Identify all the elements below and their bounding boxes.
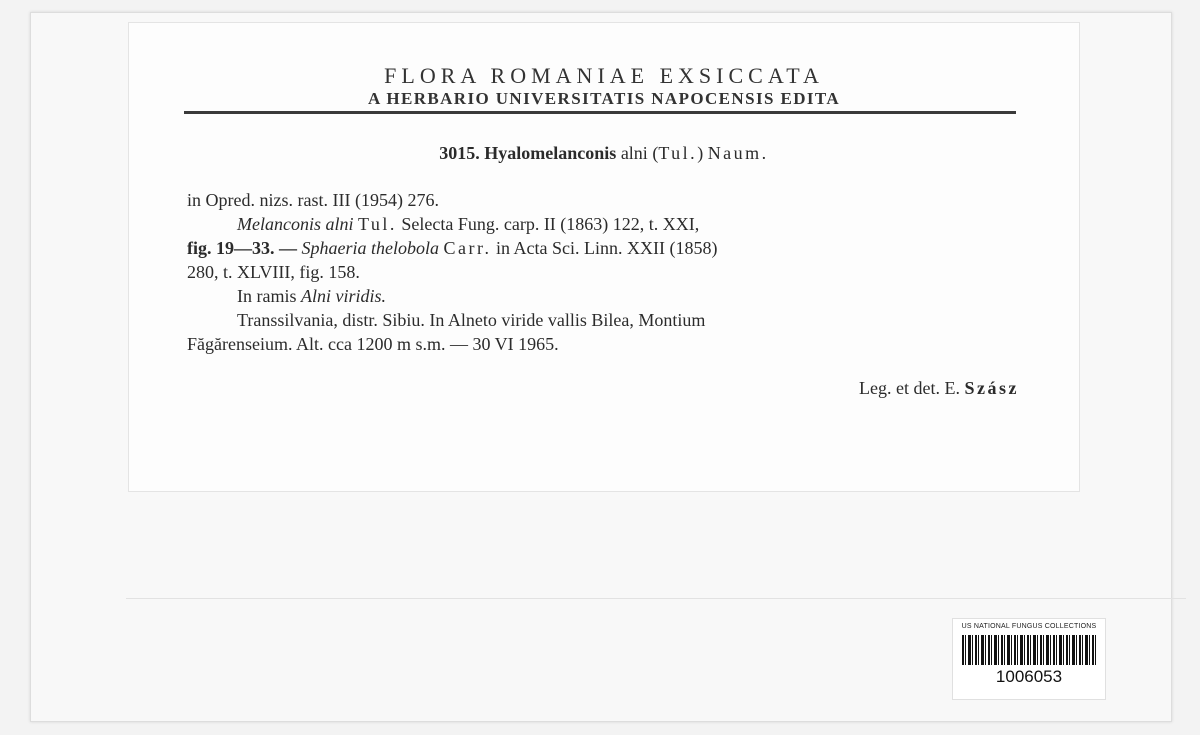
author-paren-close: ) xyxy=(697,143,704,163)
synonym-citation: Selecta Fung. carp. II (1863) 122, t. XXI, xyxy=(401,214,700,234)
synonym-author: Tul. xyxy=(357,214,397,234)
species-epithet: alni xyxy=(620,143,648,163)
combination-author: Naum. xyxy=(707,143,769,163)
collector-name: Szász xyxy=(964,378,1019,398)
barcode-label xyxy=(952,618,1106,700)
synonym-name: Melanconis alni xyxy=(237,214,354,234)
genus-name: Hyalomelanconis xyxy=(484,143,617,163)
species-heading xyxy=(129,143,1079,164)
specimen-number: 3015. xyxy=(439,143,480,163)
host-prefix: In ramis xyxy=(237,286,297,306)
locality-line: Transsilvania, distr. Sibiu. In Alneto viride vallis Bilea, Montium xyxy=(237,310,706,330)
barcode-institution: US NATIONAL FUNGUS COLLECTIONS xyxy=(961,623,1097,630)
synonym-name-2: Sphaeria thelobola xyxy=(301,238,439,258)
envelope-fold xyxy=(126,598,1186,599)
barcode-number: 1006053 xyxy=(995,667,1063,686)
synonym-citation-2: in Acta Sci. Linn. XXII (1858) xyxy=(496,238,718,258)
collector-prefix: Leg. et det. E. xyxy=(859,378,960,398)
barcode-icon xyxy=(962,635,1096,665)
synonym-line-1 xyxy=(187,212,1017,236)
plate-ref: 280, t. XLVIII, fig. 158. xyxy=(187,262,360,282)
author-paren-open: ( xyxy=(652,143,659,163)
basionym-author: Tul. xyxy=(658,143,698,163)
synonym-line-2 xyxy=(187,236,1017,260)
label-title: FLORA ROMANIAE EXSICCATA xyxy=(384,63,824,88)
header-divider xyxy=(184,111,1016,114)
synonym-author-2: Carr. xyxy=(443,238,492,258)
label-body xyxy=(187,188,1017,356)
altitude-date-line: Făgărenseium. Alt. cca 1200 m s.m. — 30 VI 1965. xyxy=(187,334,559,354)
herbarium-label xyxy=(128,22,1080,492)
host-line xyxy=(187,284,1017,308)
collector-signature xyxy=(859,378,1019,399)
figure-ref: fig. 19—33. — xyxy=(187,238,297,258)
host-name: Alni viridis. xyxy=(300,286,386,306)
label-subtitle: A HERBARIO UNIVERSITATIS NAPOCENSIS EDITA xyxy=(367,89,841,108)
citation-line: in Opred. nizs. rast. III (1954) 276. xyxy=(187,190,439,210)
